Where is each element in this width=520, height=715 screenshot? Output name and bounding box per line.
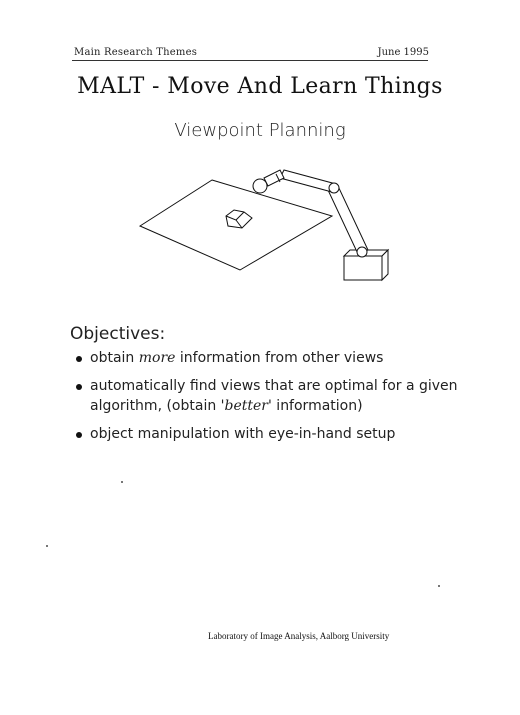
- list-item: automatically find views that are optimal for a given algorithm, (obtain 'better' information): [76, 376, 476, 416]
- header-date: June 1995: [377, 47, 429, 58]
- list-item: obtain more information from other views: [76, 348, 476, 368]
- robot-arm-illustration: [130, 150, 400, 290]
- robot-lower-arm: [328, 186, 368, 257]
- objectives-list: [76, 348, 476, 452]
- scan-speck: [46, 545, 48, 547]
- robot-upper-arm: [280, 170, 339, 193]
- header-rule: [72, 60, 428, 61]
- object-on-table: [226, 210, 252, 228]
- scan-speck: [121, 481, 123, 483]
- table-plane: [140, 180, 332, 270]
- camera-icon: [253, 170, 284, 193]
- header-section-title: Main Research Themes: [74, 47, 198, 58]
- page-subtitle: Viewpoint Planning: [174, 120, 346, 141]
- objectives-heading: Objectives:: [70, 324, 166, 344]
- list-item: object manipulation with eye-in-hand setup: [76, 424, 476, 444]
- footer-institution: Laboratory of Image Analysis, Aalborg University: [208, 631, 390, 641]
- scan-speck: [438, 585, 440, 587]
- page-title: MALT - Move And Learn Things: [77, 74, 443, 99]
